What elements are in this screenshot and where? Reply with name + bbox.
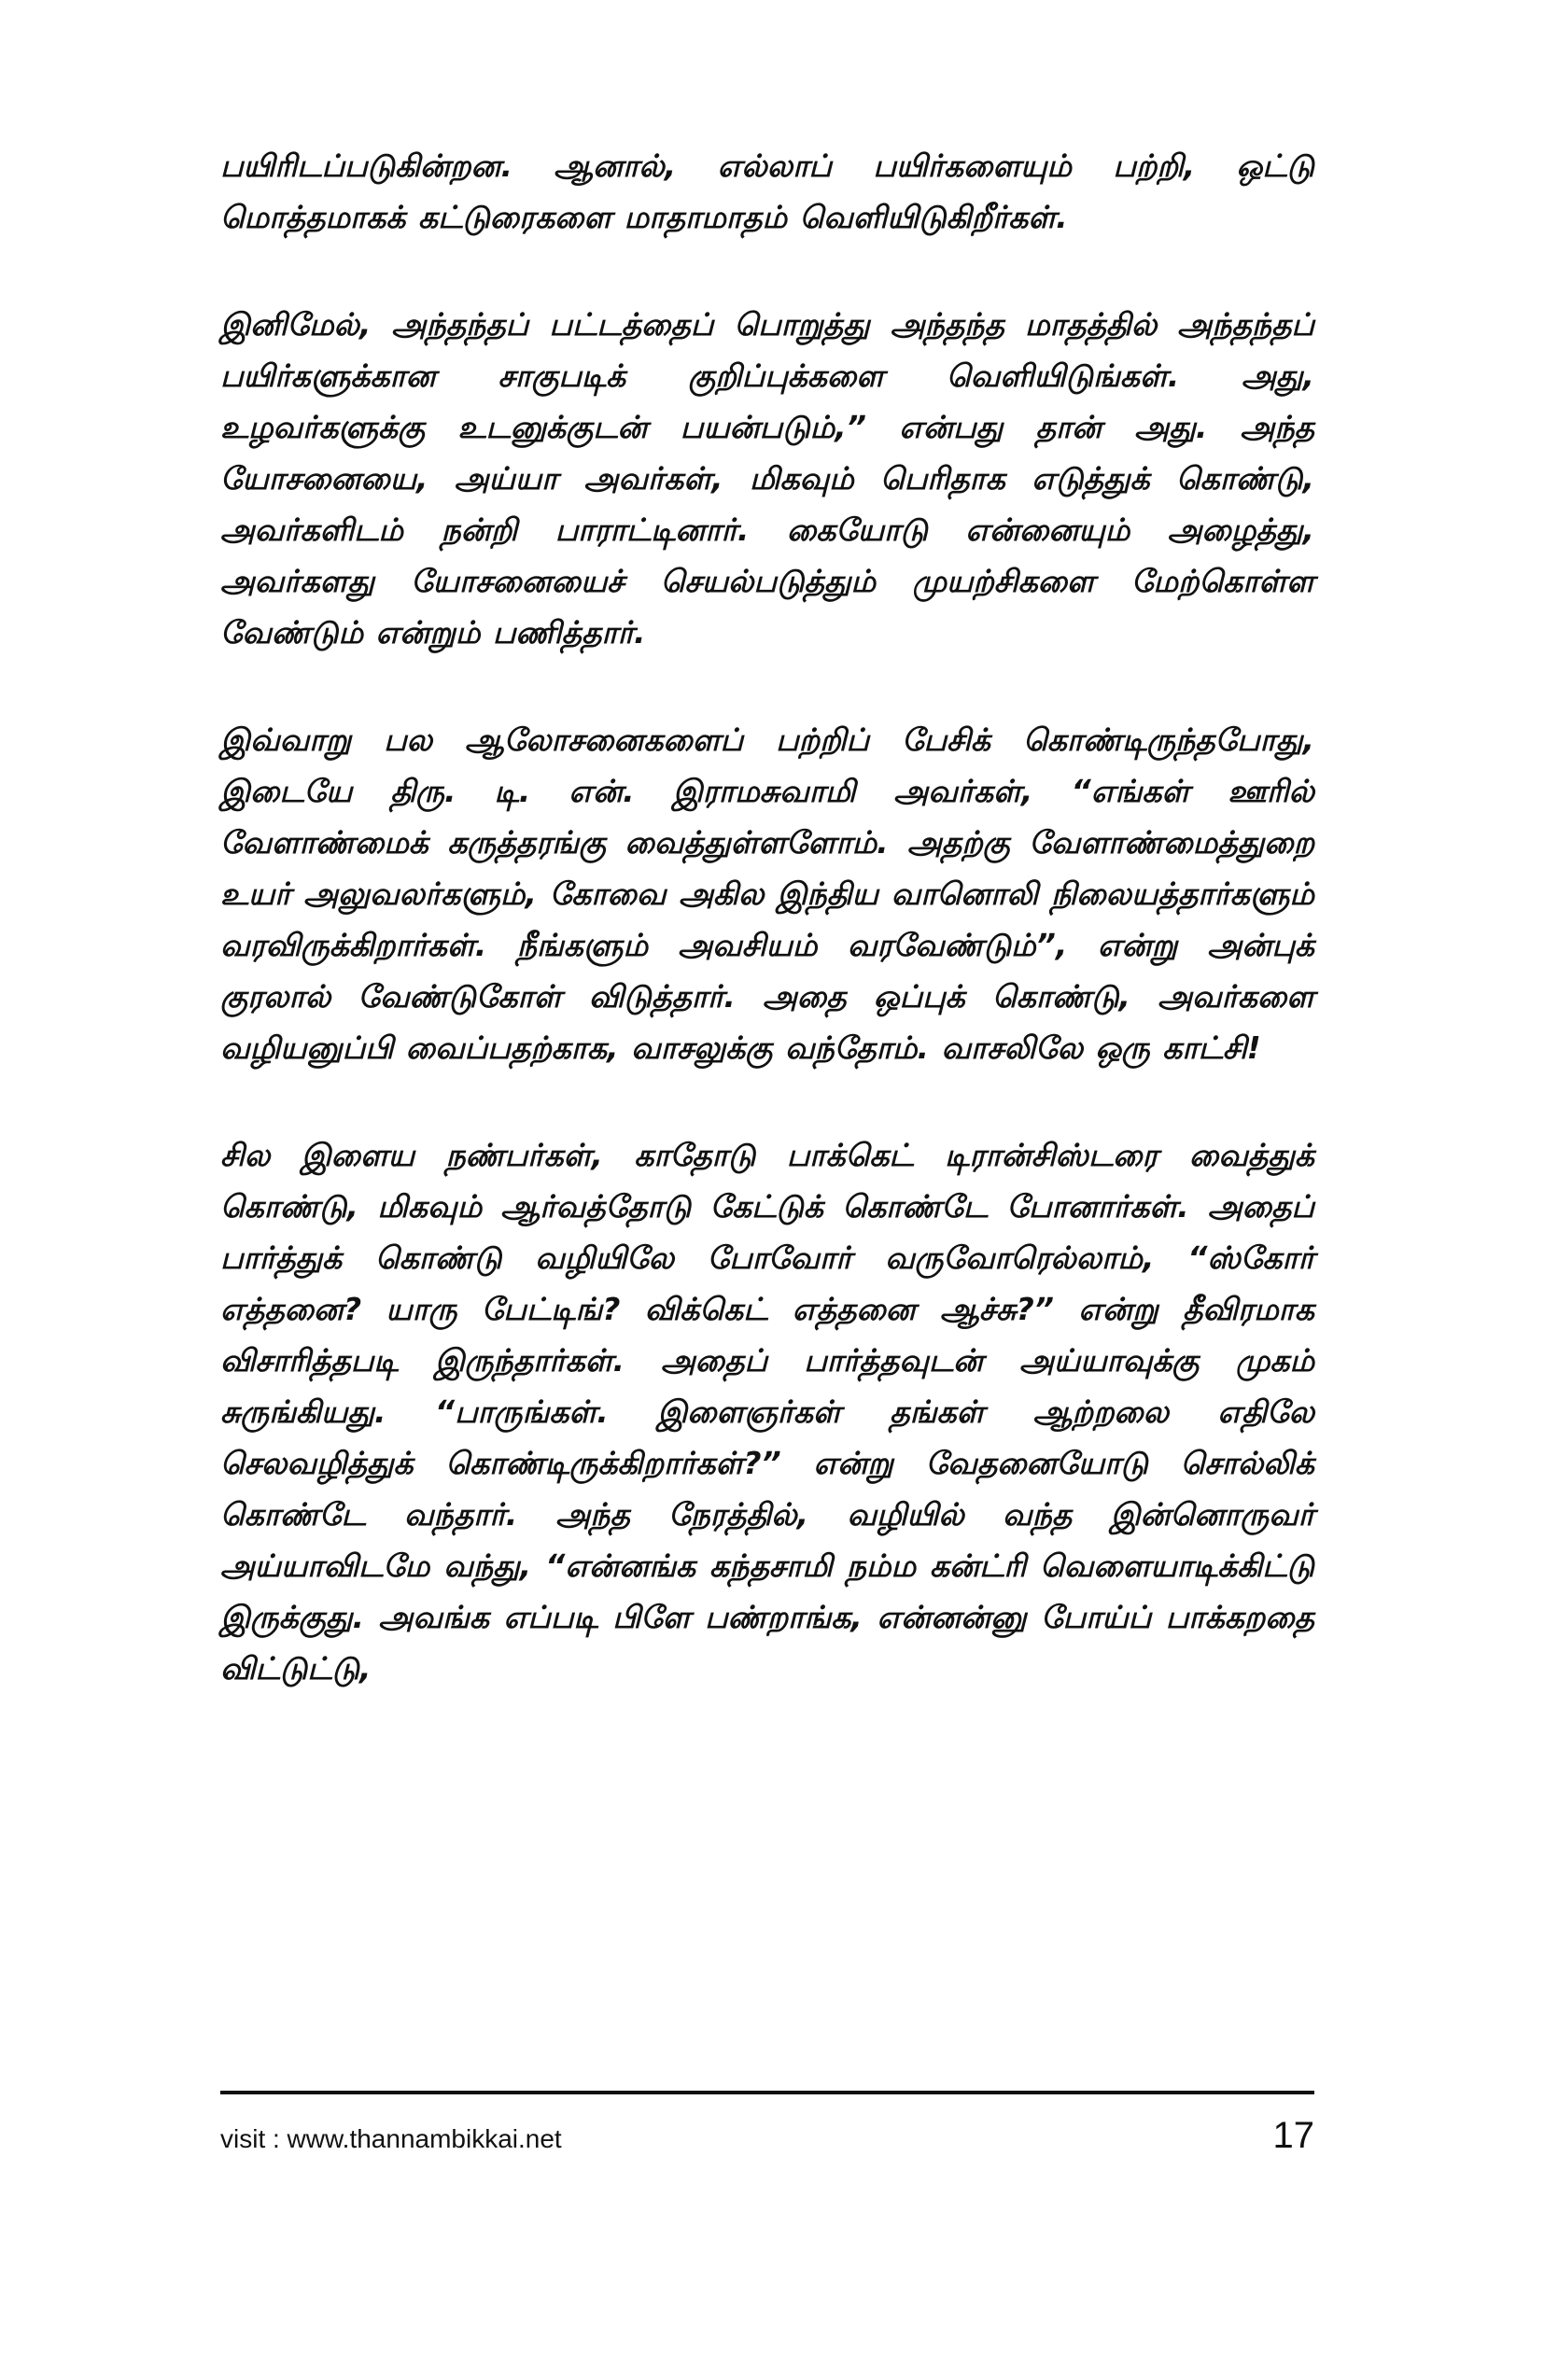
paragraph-1: பயிரிடப்படுகின்றன. ஆனால், எல்லாப் பயிர்களையும் பற்றி, ஒட்டு மொத்தமாகக் கட்டுரைகளை மாதாமாதம் வெளியிடுகிறீர்கள். [220, 147, 1314, 235]
paragraph-2: இனிமேல், அந்தந்தப் பட்டத்தைப் பொறுத்து அந்தந்த மாதத்தில் அந்தந்தப் பயிர்களுக்கான சாகுபடிக் குறிப்புக்களை வெளியிடுங்கள். அது, உழவர்களுக்கு உடனுக்குடன் பயன்படும்,” என்பது தான் அது. அந்த யோசனையை, அய்யா அவர்கள், மிகவும் பெரிதாக எடுத்துக் கொண்டு, அவர்களிடம் நன்றி பாராட்டினார். கையோடு என்னையும் அழைத்து, அவர்களது யோசனையைச் செயல்படுத்தும் முயற்சிகளை மேற்கொள்ள வேண்டும் என்றும் பணித்தார். [220, 306, 1314, 651]
footer-website: visit : www.thannambikkai.net [220, 2124, 562, 2153]
paragraph-4: சில இளைய நண்பர்கள், காதோடு பாக்கெட் டிரான்சிஸ்டரை வைத்துக் கொண்டு, மிகவும் ஆர்வத்தோடு கேட்டுக் கொண்டே போனார்கள். அதைப் பார்த்துக் கொண்டு வழியிலே போவோர் வருவோரெல்லாம், “ஸ்கோர் எத்தனை? யாரு பேட்டிங்? விக்கெட் எத்தனை ஆச்சு?” என்று தீவிரமாக விசாரித்தபடி இருந்தார்கள். அதைப் பார்த்தவுடன் அய்யாவுக்கு முகம் சுருங்கியது. “பாருங்கள். இளைஞர்கள் தங்கள் ஆற்றலை எதிலே செலவழித்துக் கொண்டிருக்கிறார்கள்?” என்று வேதனையோடு சொல்லிக் கொண்டே வந்தார். அந்த நேரத்தில், வழியில் வந்த இன்னொருவர் அய்யாவிடமே வந்து, “என்னங்க கந்தசாமி நம்ம கன்ட்ரி வெளையாடிக்கிட்டு இருக்குது. அவங்க எப்படி பிளே பண்றாங்க, என்னன்னு போய்ப் பாக்கறதை விட்டுட்டு, [220, 1137, 1314, 1687]
footer-divider [220, 2091, 1314, 2094]
paragraph-3: இவ்வாறு பல ஆலோசனைகளைப் பற்றிப் பேசிக் கொண்டிருந்தபோது, இடையே திரு. டி. என். இராமசுவாமி அவர்கள், “எங்கள் ஊரில் வேளாண்மைக் கருத்தரங்கு வைத்துள்ளளோம். அதற்கு வேளாண்மைத்துறை உயர் அலுவலர்களும், கோவை அகில இந்திய வானொலி நிலையத்தார்களும் வரவிருக்கிறார்கள். நீங்களும் அவசியம் வரவேண்டும்”, என்று அன்புக் குரலால் வேண்டுகோள் விடுத்தார். அதை ஒப்புக் கொண்டு, அவர்களை வழியனுப்பி வைப்பதற்காக, வாசலுக்கு வந்தோம். வாசலிலே ஒரு காட்சி! [220, 721, 1314, 1066]
page-number: 17 [1272, 2115, 1314, 2156]
page-body [220, 140, 1314, 1750]
